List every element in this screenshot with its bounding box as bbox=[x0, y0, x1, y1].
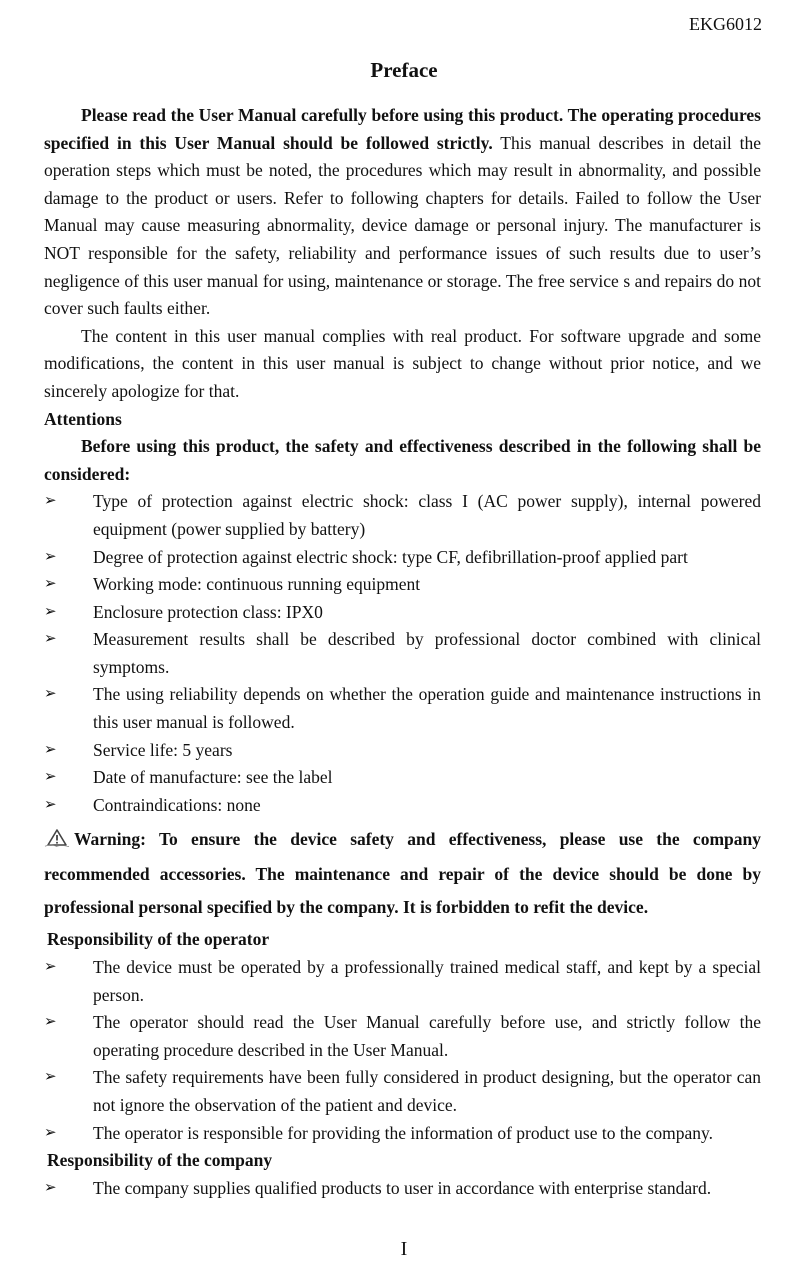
list-item bbox=[44, 954, 761, 1009]
bullet-arrow-icon: ➢ bbox=[44, 686, 57, 703]
operator-heading: Responsibility of the operator bbox=[47, 929, 270, 950]
bullet-arrow-icon: ➢ bbox=[44, 1014, 57, 1031]
attentions-list bbox=[44, 488, 761, 819]
operator-list bbox=[44, 954, 761, 1147]
list-item-text: Date of manufacture: see the label bbox=[93, 767, 333, 788]
list-item-text: The operator is responsible for providing the information of product use to the company. bbox=[93, 1122, 713, 1143]
bullet-arrow-icon: ➢ bbox=[44, 631, 57, 648]
list-item-text: The safety requirements have been fully considered in product designing, but the operator can not ignore the observation of the patient and device. bbox=[93, 1067, 761, 1115]
list-item bbox=[44, 764, 761, 792]
list-item bbox=[44, 737, 761, 765]
list-item bbox=[44, 1009, 761, 1064]
bullet-arrow-icon: ➢ bbox=[44, 1124, 57, 1141]
content-notice-paragraph: The content in this user manual complies with real product. For software upgrade and some modifications, the content in this user manual is subject to change without prior notice, and we sincerely apologize for that. bbox=[44, 325, 761, 401]
list-item bbox=[44, 544, 761, 572]
company-list bbox=[44, 1175, 761, 1203]
intro-paragraph bbox=[44, 102, 761, 323]
page-content bbox=[44, 102, 761, 1202]
list-item-text: Type of protection against electric shock: class I (AC power supply), internal powered equipment (power supplied by battery) bbox=[93, 491, 761, 539]
list-item-text: The using reliability depends on whether the operation guide and maintenance instructions in this user manual is followed. bbox=[93, 684, 761, 733]
bullet-arrow-icon: ➢ bbox=[44, 576, 57, 593]
intro-rest: This manual describes in detail the operation steps which must be noted, the procedures which may result in abnormality, and possible damage to the product or users. Refer to following chapters for details. Failed to follow the User Manual may cause measuring abnormality, device damage or personal injury. The manufacturer is NOT responsible for the safety, reliability and performance issues of such results due to user’s negligence of this user manual for using, maintenance or storage. The free service s and repairs do not cover such faults either. bbox=[44, 132, 761, 319]
page-title: Preface bbox=[370, 58, 438, 82]
list-item bbox=[44, 626, 761, 681]
list-item-text: Measurement results shall be described by professional doctor combined with clinical symptoms. bbox=[93, 629, 761, 677]
list-item bbox=[44, 1064, 761, 1119]
list-item-text: The company supplies qualified products to user in accordance with enterprise standard. bbox=[93, 1177, 712, 1198]
bullet-arrow-icon: ➢ bbox=[44, 1179, 57, 1196]
bullet-arrow-icon: ➢ bbox=[44, 796, 57, 813]
bullet-arrow-icon: ➢ bbox=[44, 603, 57, 620]
list-item-text: The device must be operated by a professionally trained medical staff, and kept by a special person. bbox=[93, 957, 761, 1005]
list-item bbox=[44, 571, 761, 599]
bullet-arrow-icon: ➢ bbox=[44, 741, 57, 758]
list-item-text: Working mode: continuous running equipment bbox=[93, 574, 421, 595]
list-item bbox=[44, 488, 761, 543]
attentions-lead: Before using this product, the safety and effectiveness described in the following shall be considered: bbox=[44, 436, 761, 484]
list-item-text: Service life: 5 years bbox=[93, 739, 233, 760]
list-item bbox=[44, 1120, 761, 1148]
bullet-arrow-icon: ➢ bbox=[44, 493, 57, 510]
list-item bbox=[44, 792, 761, 820]
page-number: I bbox=[400, 1238, 408, 1260]
bullet-arrow-icon: ➢ bbox=[44, 548, 57, 565]
intro-bold-lead: Please read the User Manual carefully before using this product. The operating procedures specified in this User Manual should be followed strictly. bbox=[44, 105, 761, 153]
warning-notice bbox=[44, 823, 761, 924]
company-heading: Responsibility of the company bbox=[47, 1150, 273, 1171]
warning-text: Warning: To ensure the device safety and effectiveness, please use the company recommended accessories. The maintenance and repair of the device should be done by professional personal specified by the company. It is forbidden to refit the device. bbox=[44, 829, 761, 918]
list-item bbox=[44, 681, 761, 736]
list-item-text: The operator should read the User Manual carefully before use, and strictly follow the operating procedure described in the User Manual. bbox=[93, 1012, 761, 1060]
bullet-arrow-icon: ➢ bbox=[44, 1069, 57, 1086]
list-item bbox=[44, 1175, 761, 1203]
list-item bbox=[44, 599, 761, 627]
list-item-text: Enclosure protection class: IPX0 bbox=[93, 601, 323, 622]
document-code: EKG6012 bbox=[689, 14, 762, 34]
list-item-text: Degree of protection against electric shock: type CF, defibrillation-proof applied part bbox=[93, 546, 688, 567]
list-item-text: Contraindications: none bbox=[93, 794, 261, 815]
attentions-heading: Attentions bbox=[44, 408, 122, 429]
warning-triangle-icon bbox=[44, 825, 70, 858]
bullet-arrow-icon: ➢ bbox=[44, 769, 57, 786]
bullet-arrow-icon: ➢ bbox=[44, 959, 57, 976]
